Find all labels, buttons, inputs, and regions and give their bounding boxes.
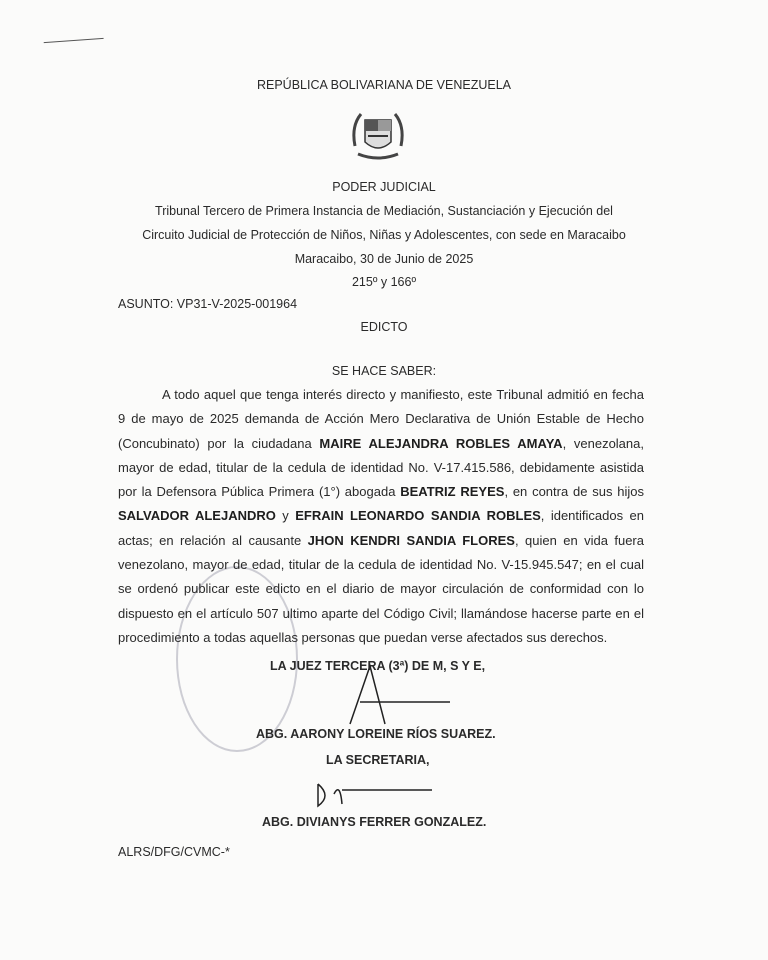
body-text: , en contra de sus hijos [504, 484, 644, 500]
defendant-name-2: EFRAIN LEONARDO SANDIA ROBLES [295, 508, 541, 524]
deceased-name: JHON KENDRI SANDIA FLORES [307, 532, 515, 548]
document-title: EDICTO [360, 320, 408, 334]
secretary-title: LA SECRETARIA, [326, 753, 430, 768]
court-line-2: Circuito Judicial de Protección de Niños, Niñas y Adolescentes, con sede en Maracaibo [142, 228, 626, 242]
secretary-name: ABG. DIVIANYS FERRER GONZALEZ. [262, 815, 487, 830]
body-text: A todo aquel que tenga interés directo y manifiesto, este Tribunal admitió en fecha 9 de mayo de 2025 demanda de Acción Mero Declarativa de Unión Estable de Hecho (Concubinato) por la ciudadana [118, 387, 644, 451]
document-flow [118, 383, 644, 860]
branch-heading: PODER JUDICIAL [332, 180, 436, 194]
initials: ALRS/DFG/CVMC-* [118, 845, 230, 860]
body-text: , venezolana, mayor de edad, titular de la cedula de identidad No. V-17.415.586, debidamente asistida por la Defensora Pública Primera (1°) abogada [118, 435, 644, 500]
judge-title: LA JUEZ TERCERA (3ª) DE M, S Y E, [270, 659, 486, 674]
body-text: , quien en vida fuera venezolano, mayor de edad, titular de la cedula de identidad No. V-15.945.547; en el cual se ordenó publicar este edicto en el diario de mayor circulación de conformidad con lo dispuesto en el artículo 507 ultimo aparte del Código Civil; llamándose hacerse parte en el procedimiento a todas aquellas personas que puedan verse afectados sus derechos. [118, 532, 644, 645]
asunto: ASUNTO: VP31-V-2025-001964 [118, 297, 298, 311]
court-line-1: Tribunal Tercero de Primera Instancia de Mediación, Sustanciación y Ejecución del [155, 204, 613, 218]
judge-name: ABG. AARONY LOREINE RÍOS SUAREZ. [256, 727, 496, 742]
subtitle: SE HACE SABER: [331, 364, 437, 378]
secretary-signature-block [118, 752, 644, 834]
judge-signature-block [118, 658, 644, 746]
lawyer-name: BEATRIZ REYES [400, 484, 505, 500]
date-line: Maracaibo, 30 de Junio de 2025 [294, 252, 474, 266]
years-line: 215º y 166º [351, 275, 417, 289]
body-text: y [275, 508, 296, 524]
body-text: , identificados en actas; en relación al causante [118, 508, 644, 548]
coat-of-arms-emblem [343, 106, 413, 166]
defendant-name-1: SALVADOR ALEJANDRO [118, 508, 276, 524]
judge-signature [340, 658, 460, 734]
country-heading: REPÚBLICA BOLIVARIANA DE VENEZUELA [256, 78, 512, 92]
secretary-signature [312, 780, 442, 814]
edict-body [118, 383, 644, 650]
scan-mark [44, 38, 105, 53]
plaintiff-name: MAIRE ALEJANDRA ROBLES AMAYA [319, 435, 563, 451]
